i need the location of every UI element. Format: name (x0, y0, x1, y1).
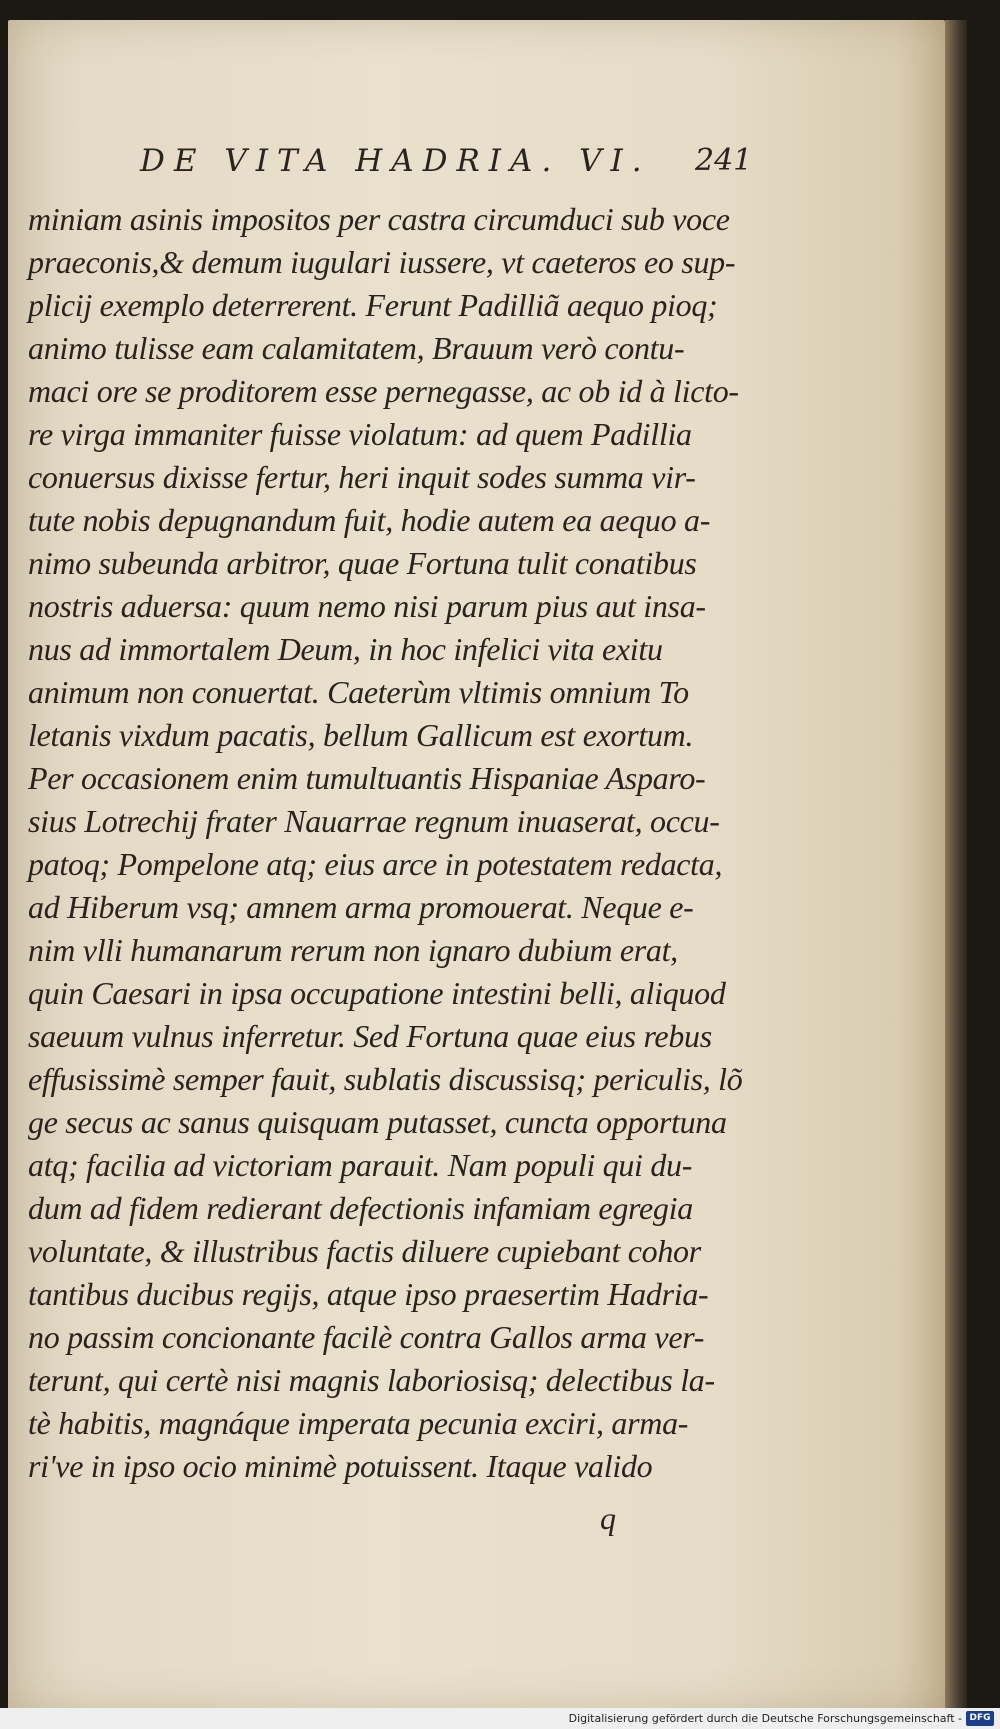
text-line: miniam asinis impositos per castra circumduci sub voce (28, 201, 730, 237)
text-line: atq; facilia ad victoriam parauit. Nam populi qui du- (28, 1147, 693, 1183)
text-line: ri've in ipso ocio minimè potuissent. Itaque valido (28, 1448, 653, 1484)
text-line: maci ore se proditorem esse pernegasse, ac ob id à licto- (28, 373, 739, 409)
text-line: dum ad fidem redierant defectionis infamiam egregia (28, 1190, 693, 1226)
text-line: nimo subeunda arbitror, quae Fortuna tulit conatibus (28, 545, 697, 581)
text-line: patoq; Pompelone atq; eius arce in potestatem redacta, (28, 846, 723, 882)
dfg-logo: DFG (966, 1711, 994, 1726)
text-line: nostris aduersa: quum nemo nisi parum pius aut insa- (28, 588, 706, 624)
text-line: tute nobis depugnandum fuit, hodie autem ea aequo a- (28, 502, 711, 538)
text-line: quin Caesari in ipsa occupatione intestini belli, aliquod (28, 975, 726, 1011)
footer-credit: Digitalisierung gefördert durch die Deutsche Forschungsgemeinschaft - (568, 1712, 962, 1725)
text-line: saeuum vulnus inferretur. Sed Fortuna quae eius rebus (28, 1018, 712, 1054)
text-line: voluntate, & illustribus factis diluere cupiebant cohor (28, 1233, 701, 1269)
text-line: animo tulisse eam calamitatem, Brauum verò contu- (28, 330, 685, 366)
text-line: Per occasionem enim tumultuantis Hispaniae Asparo- (28, 760, 706, 796)
text-line: praeconis,& demum iugulari iussere, vt caeteros eo sup- (28, 244, 736, 280)
signature-mark: q (600, 1500, 616, 1536)
text-line: nim vlli humanarum rerum non ignaro dubium erat, (28, 932, 678, 968)
text-line: animum non conuertat. Caeterùm vltimis omnium To (28, 674, 689, 710)
text-line: tantibus ducibus regijs, atque ipso praesertim Hadria- (28, 1276, 709, 1312)
text-line: re virga immaniter fuisse violatum: ad quem Padillia (28, 416, 692, 452)
page-edge (945, 20, 967, 1710)
text-line: letanis vixdum pacatis, bellum Gallicum est exortum. (28, 717, 694, 753)
running-header: DE VITA HADRIA. VI. (140, 143, 651, 179)
text-line: tè habitis, magnáque imperata pecunia exciri, arma- (28, 1405, 689, 1441)
footer-bar (0, 1708, 1000, 1729)
text-line: effusissimè semper fauit, sublatis discussisq; periculis, lõ (28, 1061, 743, 1097)
text-line: ad Hiberum vsq; amnem arma promouerat. Neque e- (28, 889, 694, 925)
text-line: terunt, qui certè nisi magnis laboriosisq; delectibus la- (28, 1362, 715, 1398)
text-line: nus ad immortalem Deum, in hoc infelici vita exitu (28, 631, 663, 667)
text-line: no passim concionante facilè contra Gallos arma ver- (28, 1319, 705, 1355)
text-line: conuersus dixisse fertur, heri inquit sodes summa vir- (28, 459, 696, 495)
body-text (28, 198, 763, 1488)
text-line: plicij exemplo deterrerent. Ferunt Padilliã aequo pioq; (28, 287, 718, 323)
text-line: ge secus ac sanus quisquam putasset, cuncta opportuna (28, 1104, 727, 1140)
text-line: sius Lotrechij frater Nauarrae regnum inuaserat, occu- (28, 803, 720, 839)
page-number: 241 (695, 143, 753, 178)
